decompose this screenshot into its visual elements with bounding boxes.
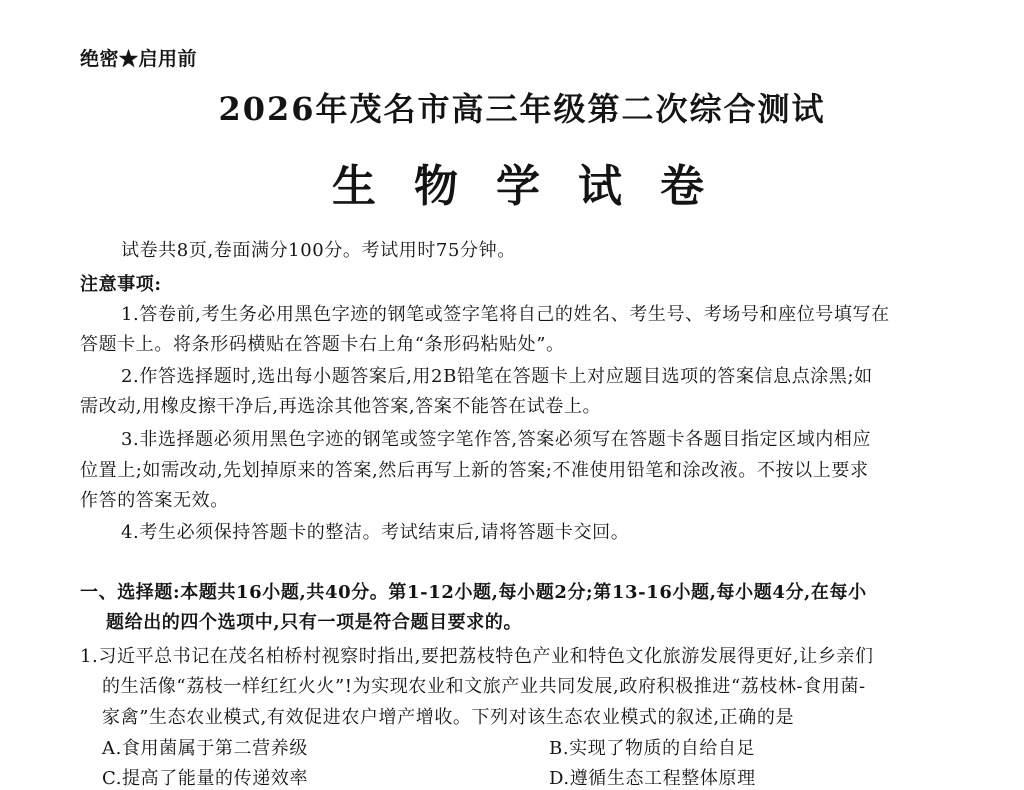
notice-item-3-line-3: 作答的答案无效。 [80,490,229,511]
exam-info: 试卷共8页,卷面满分100分。考试用时75分钟。 [121,240,516,261]
notice-item-3-line-1: 3.非选择题必须用黑色字迹的钢笔或签字笔作答,答案必须写在答题卡各题目指定区域内相应 [121,429,872,450]
question-1-option-c: C.提高了能量的传递效率 [102,768,309,789]
question-1-line-1: 1.习近平总书记在茂名柏桥村视察时指出,要把荔枝特色产业和特色文化旅游发展得更好,让乡亲们 [80,646,874,667]
exam-title: 2026年茂名市高三年级第二次综合测试 [218,90,826,128]
notice-item-1-line-1: 1.答卷前,考生务必用黑色字迹的钢笔或签字笔将自己的姓名、考生号、考场号和座位号填写在 [121,304,890,325]
notice-item-3-line-2: 位置上;如需改动,先划掉原来的答案,然后再写上新的答案;不准使用铅笔和涂改液。不按以上要求 [80,460,869,481]
question-1-option-a: A.食用菌属于第二营养级 [102,738,308,759]
question-1-line-3: 家禽”生态农业模式,有效促进农户增产增收。下列对该生态农业模式的叙述,正确的是 [102,707,795,728]
notice-item-2-line-2: 需改动,用橡皮擦干净后,再选涂其他答案,答案不能答在试卷上。 [80,396,602,417]
notice-heading: 注意事项: [80,274,162,295]
section-1-heading-line-2: 题给出的四个选项中,只有一项是符合题目要求的。 [106,612,523,633]
notice-item-4: 4.考生必须保持答题卡的整洁。考试结束后,请将答题卡交回。 [121,522,630,543]
notice-item-1-line-2: 答题卡上。将条形码横贴在答题卡右上角“条形码粘贴处”。 [80,334,565,355]
question-1-option-d: D.遵循生态工程整体原理 [549,768,756,789]
notice-item-2-line-1: 2.作答选择题时,选出每小题答案后,用2B铅笔在答题卡上对应题目选项的答案信息点涂黑;如 [121,366,873,387]
secret-label: 绝密★启用前 [80,48,198,70]
question-1-option-b: B.实现了物质的自给自足 [549,738,756,759]
section-1-heading-line-1: 一、选择题:本题共16小题,共40分。第1-12小题,每小题2分;第13-16小题,每小题4分,在每小 [80,582,867,603]
subject-title: 生物学试卷 [332,161,742,212]
question-1-line-2: 的生活像“荔枝一样红红火火”!为实现农业和文旅产业共同发展,政府积极推进“荔枝林-食用菌- [102,676,866,697]
